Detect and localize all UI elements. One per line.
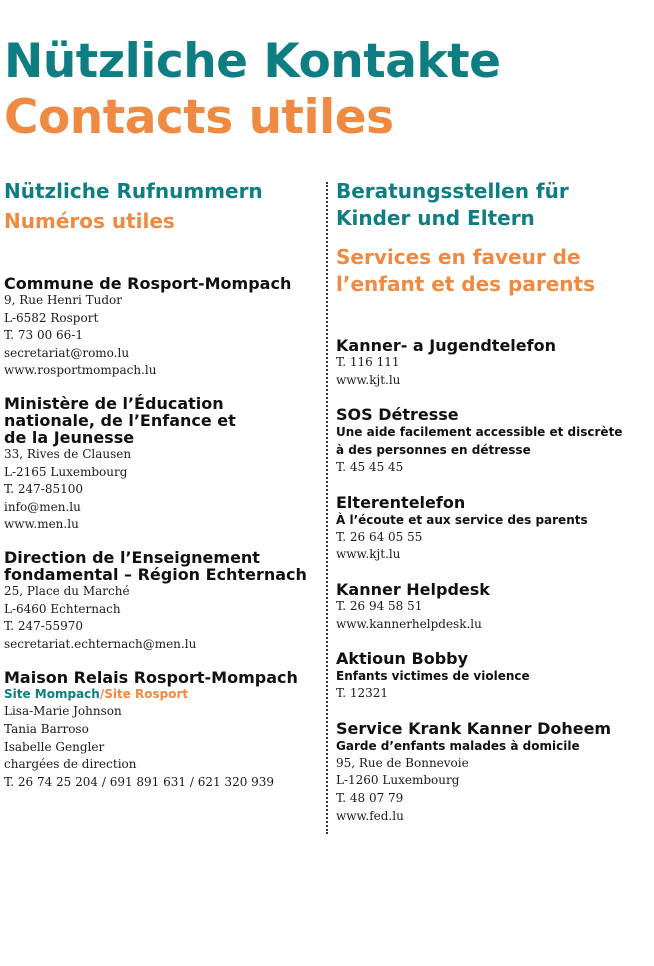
- contact-name: SOS Détresse: [336, 405, 459, 425]
- contact-direction-enseignement: [4, 549, 322, 653]
- contact-city: L-1260 Luxembourg: [336, 773, 460, 788]
- site-rosport-label: Site Rosport: [104, 687, 189, 702]
- director-name-3: Isabelle Gengler: [4, 739, 105, 754]
- contact-phone: T. 26 64 05 55: [336, 529, 423, 544]
- contact-phone: T. 247-85100: [4, 482, 84, 497]
- contact-phone: T. 26 74 25 204 / 691 891 631 / 621 320 939: [4, 774, 275, 789]
- contact-description: Enfants victimes de violence: [336, 669, 530, 684]
- contact-website[interactable]: www.men.lu: [4, 517, 79, 532]
- useful-numbers-column: [4, 178, 322, 791]
- contact-service-krank-kanner-doheem: [336, 720, 648, 825]
- site-mompach-label: Site Mompach: [4, 687, 100, 702]
- contact-phone: T. 73 00 66-1: [4, 328, 83, 343]
- contact-address: 33, Rives de Clausen: [4, 446, 132, 461]
- contact-name: Maison Relais Rosport-Mompach: [4, 668, 298, 688]
- contact-kanner-helpdesk: [336, 581, 648, 633]
- contact-city: L-6582 Rosport: [4, 310, 99, 325]
- contact-website[interactable]: www.kjt.lu: [336, 547, 401, 562]
- contact-description: Garde d’enfants malades à domicile: [336, 738, 580, 753]
- contact-name: Commune de Rosport-Mompach: [4, 274, 292, 293]
- contact-role: chargées de direction: [4, 757, 137, 772]
- section-heading-fr-line-2: l’enfant et des parents: [336, 272, 595, 296]
- contact-name-line-1: Ministère de l’Éducation: [4, 393, 224, 413]
- page-title-de: Nützliche Kontakte: [4, 34, 501, 89]
- contact-phone: T. 45 45 45: [336, 460, 404, 475]
- contact-elterentelefon: [336, 494, 648, 564]
- site-labels: [4, 686, 322, 703]
- contact-phone: T. 48 07 79: [336, 790, 404, 805]
- contact-website[interactable]: www.kjt.lu: [336, 372, 401, 387]
- contact-kanner-jugendtelefon: [336, 337, 648, 389]
- section-heading-de-line-2: Kinder und Eltern: [336, 206, 535, 230]
- contact-description: À l’écoute et aux service des parents: [336, 512, 588, 527]
- contact-website[interactable]: www.rosportmompach.lu: [4, 363, 157, 378]
- section-heading-de: Nützliche Rufnummern: [4, 179, 263, 203]
- director-name-2: Tania Barroso: [4, 721, 89, 736]
- contact-name: Elterentelefon: [336, 492, 466, 512]
- contact-phone: T. 247-55970: [4, 619, 84, 634]
- site-separator: /: [99, 687, 105, 702]
- contact-description-line-2: à des personnes en détresse: [336, 443, 531, 458]
- contact-city: L-6460 Echternach: [4, 601, 121, 616]
- column-divider: [326, 182, 328, 834]
- contact-phone: T. 116 111: [336, 355, 400, 369]
- contact-aktioun-bobby: [336, 650, 648, 703]
- director-name-1: Lisa-Marie Johnson: [4, 704, 122, 719]
- contact-phone: T. 12321: [336, 686, 389, 701]
- contact-name-line-2: nationale, de l’Enfance et: [4, 410, 236, 430]
- contact-name: Kanner Helpdesk: [336, 579, 490, 599]
- contact-address: 9, Rue Henri Tudor: [4, 293, 123, 307]
- contact-website[interactable]: www.fed.lu: [336, 808, 404, 823]
- contact-email[interactable]: secretariat@romo.lu: [4, 345, 130, 360]
- contact-maison-relais: [4, 669, 322, 791]
- contact-description-line-1: Une aide facilement accessible et discrète: [336, 425, 623, 440]
- section-heading-de-line-1: Beratungsstellen für: [336, 179, 569, 203]
- contact-city: L-2165 Luxembourg: [4, 464, 128, 479]
- contact-commune-rosport-mompach: [4, 275, 322, 380]
- contact-name: Service Krank Kanner Doheem: [336, 718, 612, 738]
- contact-name-line-2: fondamental – Région Echternach: [4, 564, 307, 584]
- contact-website[interactable]: www.kannerhelpdesk.lu: [336, 616, 482, 631]
- contact-name-line-3: de la Jeunesse: [4, 427, 135, 447]
- page-title-fr: Contacts utiles: [4, 90, 394, 145]
- section-heading-fr-line-1: Services en faveur de: [336, 245, 581, 269]
- counselling-services-column: [336, 178, 648, 825]
- contact-address: 25, Place du Marché: [4, 583, 130, 598]
- contact-sos-detresse: [336, 406, 648, 477]
- contact-phone: T. 26 94 58 51: [336, 598, 423, 613]
- contact-address: 95, Rue de Bonnevoie: [336, 755, 469, 770]
- contact-name: Kanner- a Jugendtelefon: [336, 336, 556, 355]
- contact-email[interactable]: secretariat.echternach@men.lu: [4, 636, 197, 651]
- section-heading-fr: Numéros utiles: [4, 209, 175, 233]
- contact-email[interactable]: info@men.lu: [4, 499, 81, 514]
- contact-ministere-education: [4, 395, 322, 534]
- contact-name-line-1: Direction de l’Enseignement: [4, 547, 260, 567]
- contact-name: Aktioun Bobby: [336, 649, 469, 669]
